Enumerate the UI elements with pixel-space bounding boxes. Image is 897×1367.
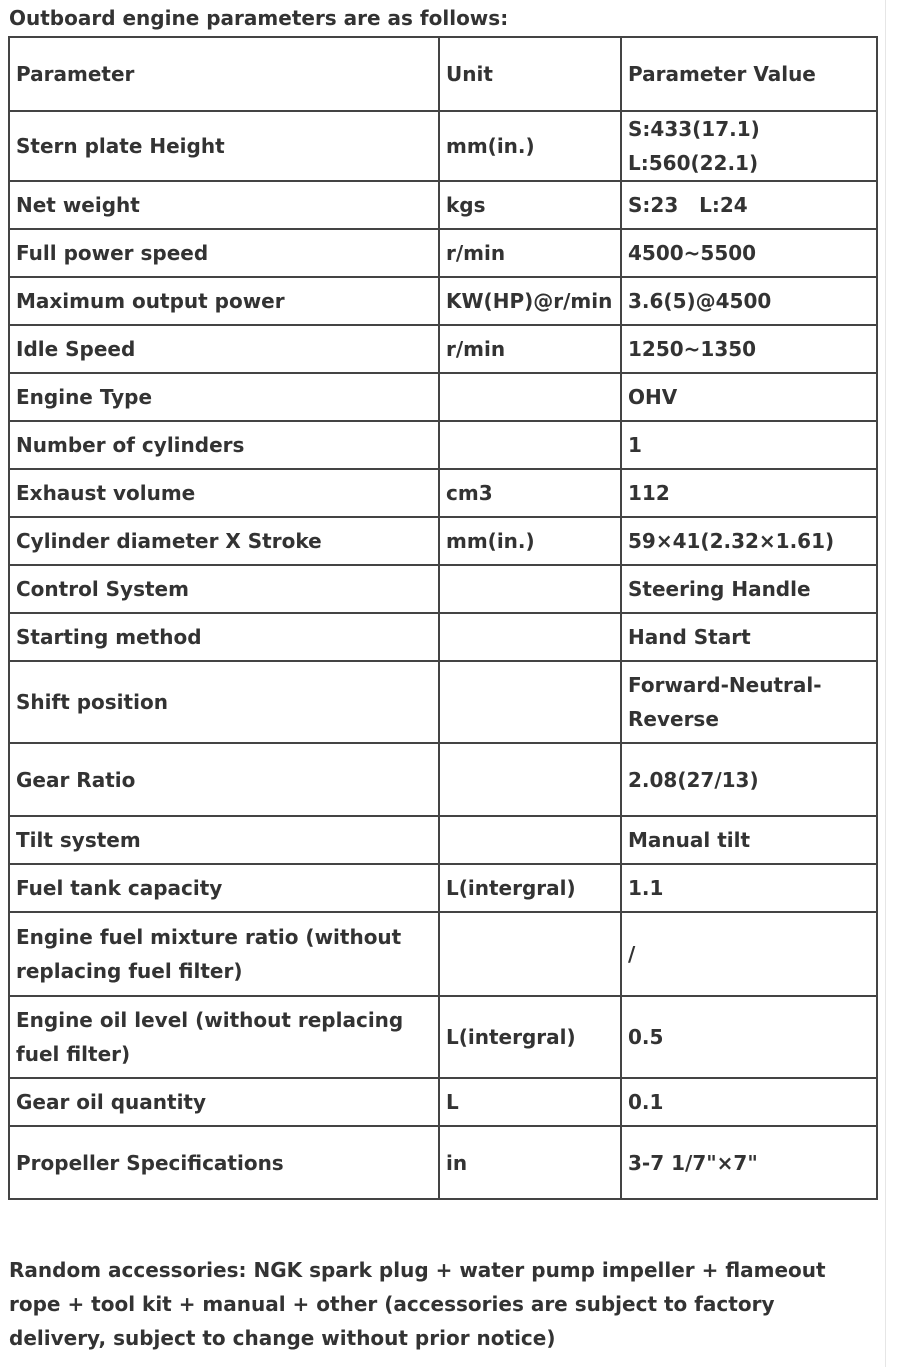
value-cell [621,421,877,469]
parameter-cell: Engine oil level (without replacing fuel filter) [9,996,439,1078]
parameter-cell: Cylinder diameter X Stroke [9,517,439,565]
table-row [9,816,877,864]
value-line: S:433(17.1) [628,117,760,141]
value-cell [621,613,877,661]
table-row [9,421,877,469]
parameter-cell: Net weight [9,181,439,229]
unit-cell: mm(in.) [439,517,621,565]
value-line: Hand Start [628,625,751,649]
table-row [9,565,877,613]
value-cell [621,469,877,517]
value-line: / [628,942,636,966]
unit-cell: L(intergral) [439,996,621,1078]
unit-cell: L [439,1078,621,1126]
unit-cell [439,565,621,613]
value-line: 59×41(2.32×1.61) [628,529,835,553]
value-line: Forward-Neutral- [628,673,822,697]
value-cell [621,1126,877,1199]
unit-cell: kgs [439,181,621,229]
unit-cell: r/min [439,229,621,277]
unit-cell [439,421,621,469]
value-line: 0.1 [628,1090,664,1114]
value-line: OHV [628,385,678,409]
unit-cell: in [439,1126,621,1199]
value-cell [621,912,877,996]
parameter-cell: Shift position [9,661,439,743]
parameter-cell: Full power speed [9,229,439,277]
table-row [9,613,877,661]
table-row [9,1078,877,1126]
table-row [9,996,877,1078]
parameter-cell: Stern plate Height [9,111,439,181]
parameter-cell: Idle Speed [9,325,439,373]
value-cell [621,743,877,816]
value-line: L:560(22.1) [628,151,759,175]
parameter-cell: Engine fuel mixture ratio (without replacing fuel filter) [9,912,439,996]
value-line: 4500~5500 [628,241,757,265]
value-cell [621,373,877,421]
table-row [9,181,877,229]
table-row [9,111,877,181]
value-cell [621,996,877,1078]
parameter-cell: Gear oil quantity [9,1078,439,1126]
table-row [9,517,877,565]
unit-cell [439,743,621,816]
unit-cell: cm3 [439,469,621,517]
table-row [9,864,877,912]
parameter-cell: Control System [9,565,439,613]
value-cell [621,864,877,912]
value-cell [621,325,877,373]
table-row [9,912,877,996]
table-row [9,1126,877,1199]
table-row [9,325,877,373]
table-row [9,661,877,743]
value-line: 3.6(5)@4500 [628,289,772,313]
value-line: S:23 L:24 [628,193,748,217]
parameter-cell: Engine Type [9,373,439,421]
value-cell [621,1078,877,1126]
unit-cell: L(intergral) [439,864,621,912]
unit-cell [439,661,621,743]
unit-cell [439,816,621,864]
value-cell [621,517,877,565]
unit-cell [439,373,621,421]
table-header-row [9,37,877,111]
parameter-cell: Starting method [9,613,439,661]
table-row [9,743,877,816]
value-line: 1 [628,433,642,457]
parameter-cell: Fuel tank capacity [9,864,439,912]
parameter-cell: Exhaust volume [9,469,439,517]
header-unit: Unit [439,37,621,111]
table-row [9,277,877,325]
value-cell [621,661,877,743]
value-cell [621,181,877,229]
value-line: Manual tilt [628,828,751,852]
value-line: 3-7 1/7"×7" [628,1150,758,1175]
parameter-table [8,36,878,1200]
parameter-cell: Tilt system [9,816,439,864]
value-line: 1250~1350 [628,337,757,361]
table-row [9,373,877,421]
unit-cell: r/min [439,325,621,373]
value-line: 0.5 [628,1025,664,1049]
value-cell [621,229,877,277]
parameter-cell: Number of cylinders [9,421,439,469]
value-cell [621,277,877,325]
table-row [9,229,877,277]
page-heading: Outboard engine parameters are as follows: [9,6,509,30]
value-line: 1.1 [628,876,664,900]
parameter-cell: Gear Ratio [9,743,439,816]
unit-cell [439,912,621,996]
unit-cell [439,613,621,661]
value-line: Reverse [628,707,719,731]
value-cell [621,565,877,613]
parameter-cell: Maximum output power [9,277,439,325]
parameter-cell: Propeller Specifications [9,1126,439,1199]
value-line: Steering Handle [628,577,811,601]
value-cell [621,816,877,864]
unit-cell: mm(in.) [439,111,621,181]
value-line: 112 [628,481,670,505]
unit-cell: KW(HP)@r/min [439,277,621,325]
header-parameter: Parameter [9,37,439,111]
accessories-note: Random accessories: NGK spark plug + water pump impeller + flameout rope + tool kit + manual + other (accessories are subject to factory delivery, subject to change without prior notice) [9,1258,826,1350]
header-value: Parameter Value [621,37,877,111]
table-row [9,469,877,517]
value-line: 2.08(27/13) [628,767,759,792]
value-cell [621,111,877,181]
